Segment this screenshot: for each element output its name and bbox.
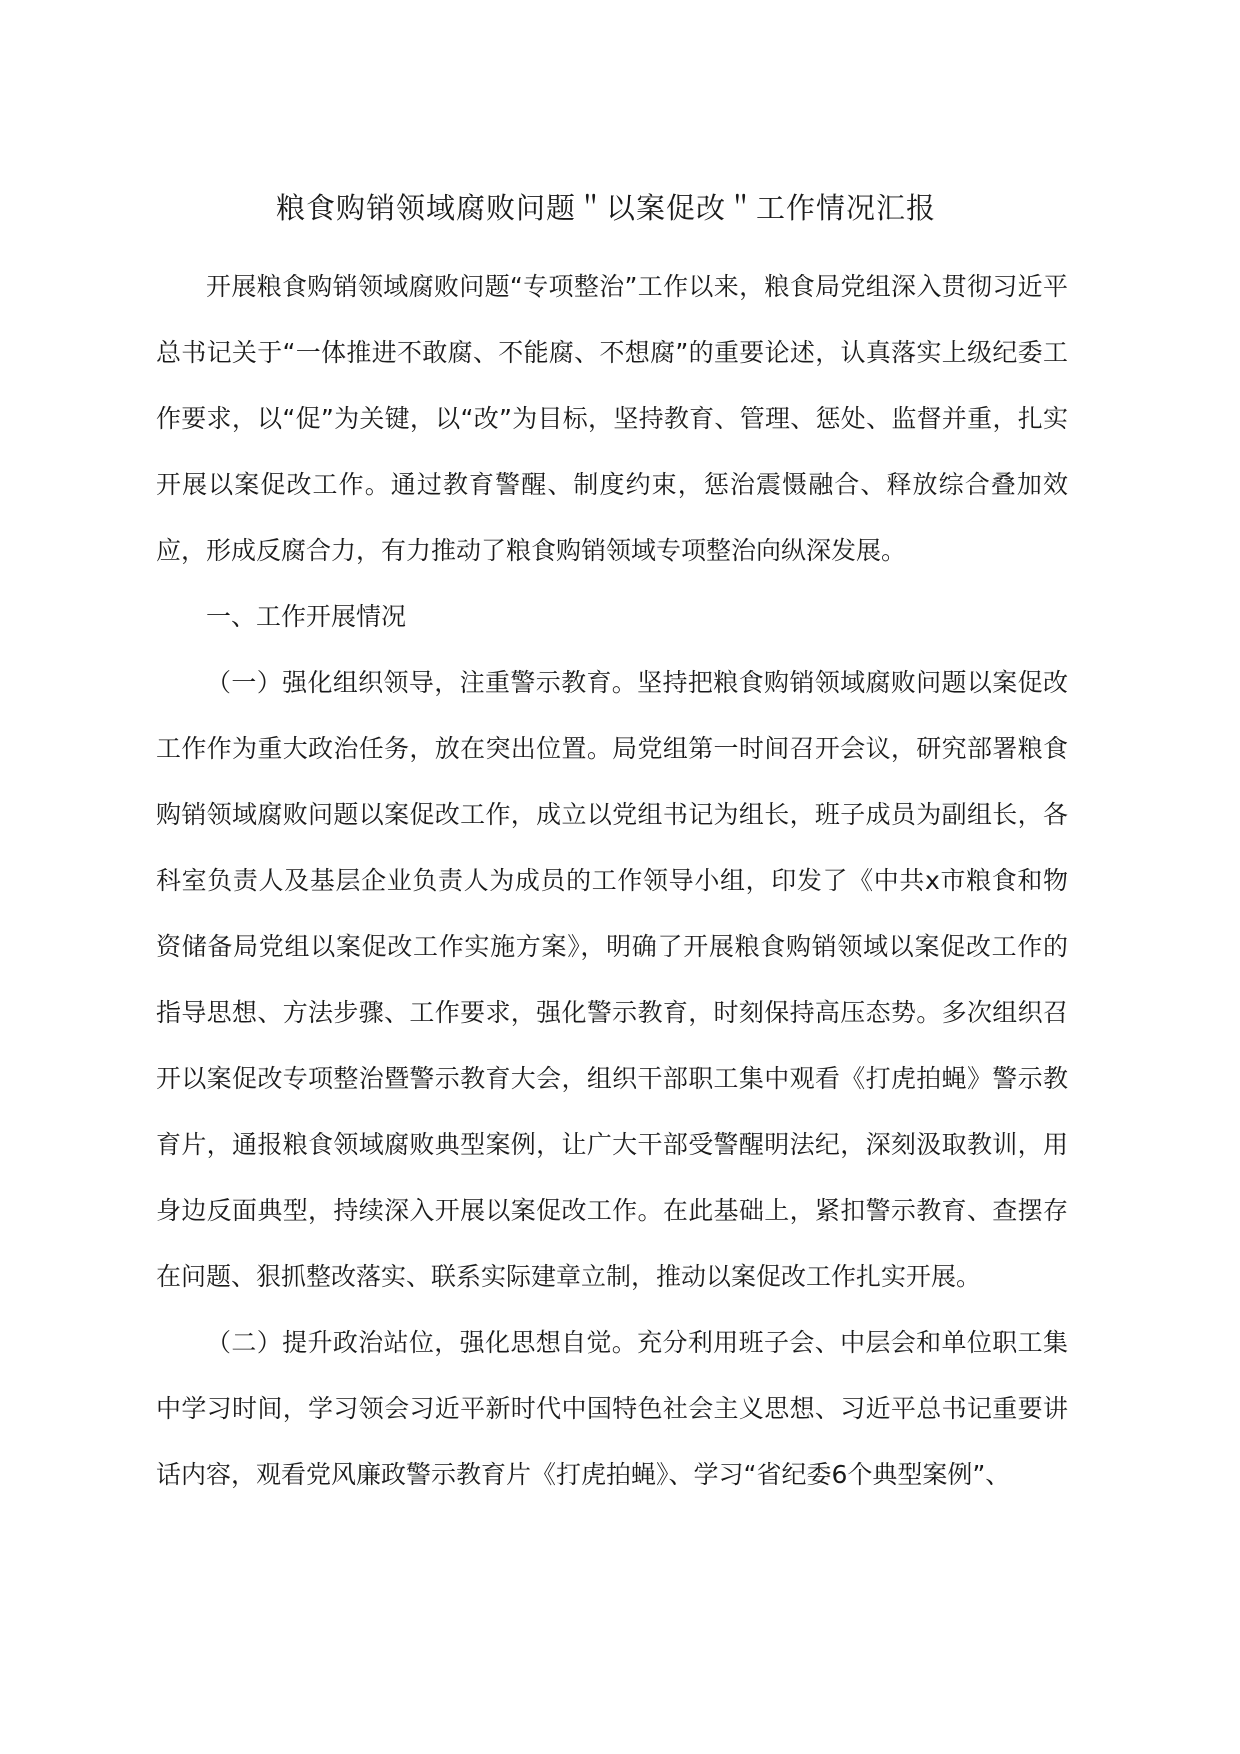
subsection-paragraph-1: （一）强化组织领导，注重警示教育。坚持把粮食购销领域腐败问题以案促改工作作为重大政治任务，放在突出位置。局党组第一时间召开会议，研究部署粮食购销领域腐败问题以案促改工作，成立以党组书记为组长，班子成员为副组长，各科室负责人及基层企业负责人为成员的工作领导小组，印发了《中共x市粮食和物资储备局党组以案促改工作实施方案》，明确了开展粮食购销领域以案促改工作的指导思想、方法步骤、工作要求，强化警示教育，时刻保持高压态势。多次组织召开以案促改专项整治暨警示教育大会，组织干部职工集中观看《打虎拍蝇》警示教育片，通报粮食领域腐败典型案例，让广大干部受警醒明法纪，深刻汲取教训，用身边反面典型，持续深入开展以案促改工作。在此基础上，紧扣警示教育、查摆存在问题、狠抓整改落实、联系实际建章立制，推动以案促改工作扎实开展。 [156,668,1068,1291]
document-body [156,254,1068,1508]
document-title: 粮食购销领域腐败问题＂以案促改＂工作情况汇报 [275,191,936,225]
subsection-paragraph-2: （二）提升政治站位，强化思想自觉。充分利用班子会、中层会和单位职工集中学习时间，学习领会习近平新时代中国特色社会主义思想、习近平总书记重要讲话内容，观看党风廉政警示教育片《打虎拍蝇》、学习“省纪委6个典型案例”、 [156,1328,1068,1489]
section-heading: 一、工作开展情况 [206,602,407,631]
intro-paragraph: 开展粮食购销领域腐败问题“专项整治”工作以来，粮食局党组深入贯彻习近平总书记关于“一体推进不敢腐、不能腐、不想腐”的重要论述，认真落实上级纪委工作要求，以“促”为关键，以“改”为目标，坚持教育、管理、惩处、监督并重，扎实开展以案促改工作。通过教育警醒、制度约束，惩治震慑融合、释放综合叠加效应，形成反腐合力，有力推动了粮食购销领域专项整治向纵深发展。 [156,272,1068,565]
